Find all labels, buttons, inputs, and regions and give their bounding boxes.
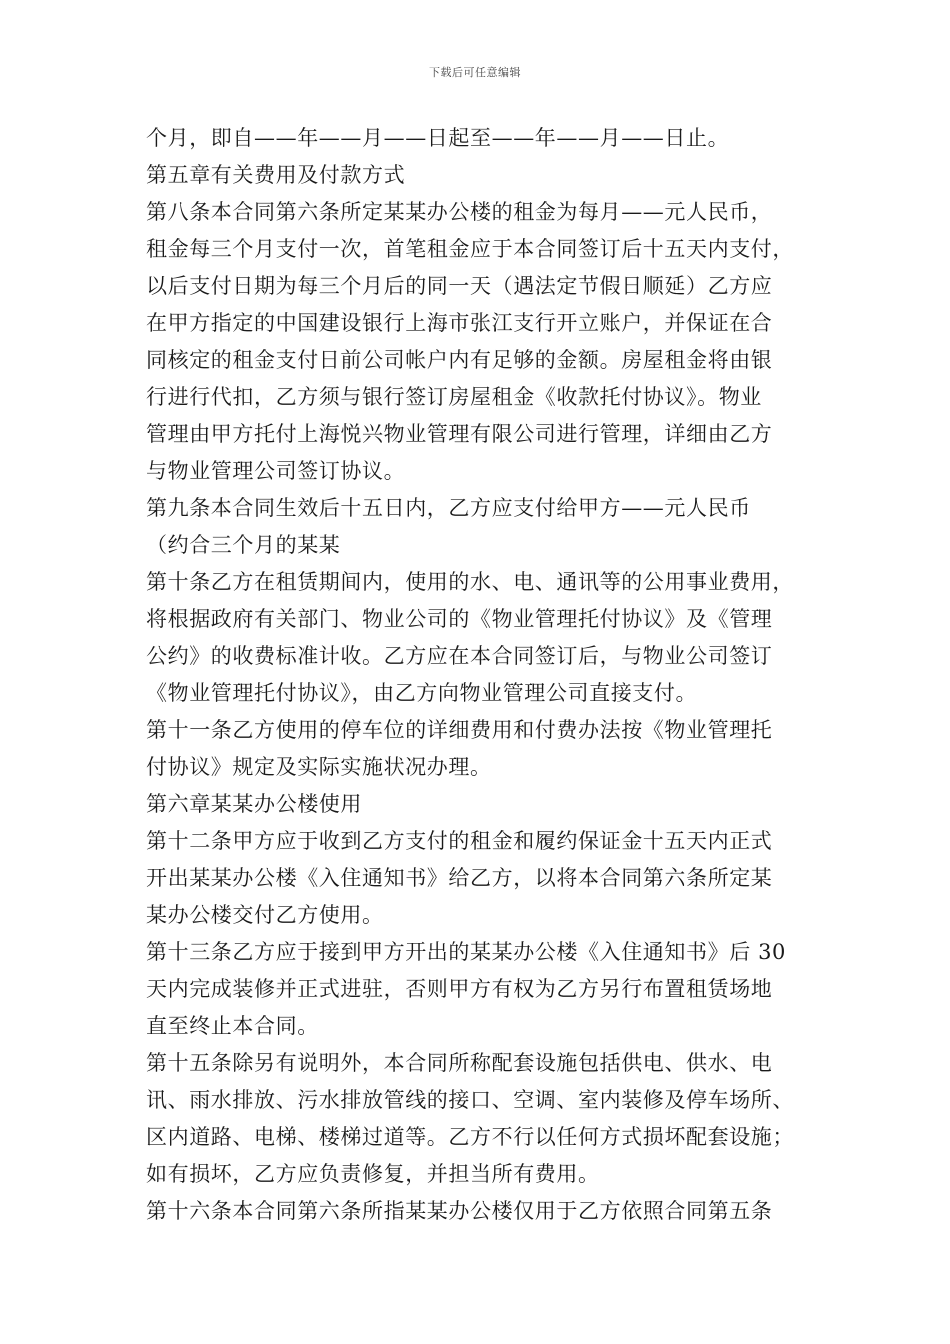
page-header: 下载后可任意编辑 <box>429 66 521 79</box>
text-line: 同核定的租金支付日前公司帐户内有足够的金额。房屋租金将由银 <box>146 348 773 372</box>
text-line: 某办公楼交付乙方使用。 <box>146 903 384 927</box>
text-line: 公约》的收费标准计收。乙方应在本合同签订后，与物业公司签订 <box>146 644 773 668</box>
text-line: 在甲方指定的中国建设银行上海市张江支行开立账户，并保证在合 <box>146 311 773 335</box>
text-line: 第十三条乙方应于接到甲方开出的某某办公楼《入住通知书》后 30 <box>146 940 786 964</box>
text-line: 将根据政府有关部门、物业公司的《物业管理托付协议》及《管理 <box>146 607 773 631</box>
text-line: 《物业管理托付协议》，由乙方向物业管理公司直接支付。 <box>146 681 698 705</box>
text-line: 第八条本合同第六条所定某某办公楼的租金为每月——元人民币， <box>146 200 773 224</box>
text-line: 如有损坏，乙方应负责修复，并担当所有费用。 <box>146 1162 600 1186</box>
section-heading: 第六章某某办公楼使用 <box>146 792 362 816</box>
text-line: 管理由甲方托付上海悦兴物业管理有限公司进行管理，详细由乙方 <box>146 422 773 446</box>
text-line: 第十五条除另有说明外，本合同所称配套设施包括供电、供水、电 <box>146 1051 773 1075</box>
text-line: 以后支付日期为每三个月后的同一天（遇法定节假日顺延）乙方应 <box>146 274 773 298</box>
text-line: 个月，即自——年——月——日起至——年——月——日止。 <box>146 126 730 150</box>
text-line: 行进行代扣，乙方须与银行签订房屋租金《收款托付协议》。物业 <box>146 385 762 409</box>
text-line: 与物业管理公司签订协议。 <box>146 459 406 483</box>
section-heading: 第五章有关费用及付款方式 <box>146 163 406 187</box>
text-line: （约合三个月的某某 <box>146 533 341 557</box>
text-line: 第十一条乙方使用的停车位的详细费用和付费办法按《物业管理托 <box>146 718 773 742</box>
text-line: 直至终止本合同。 <box>146 1014 319 1038</box>
text-line: 第十条乙方在租赁期间内，使用的水、电、通讯等的公用事业费用， <box>146 570 794 594</box>
document-body <box>146 120 806 1230</box>
text-line: 第九条本合同生效后十五日内，乙方应支付给甲方——元人民币 <box>146 496 751 520</box>
text-line: 第十二条甲方应于收到乙方支付的租金和履约保证金十五天内正式 <box>146 829 773 853</box>
text-line: 租金每三个月支付一次，首笔租金应于本合同签订后十五天内支付， <box>146 237 794 261</box>
text-line: 开出某某办公楼《入住通知书》给乙方，以将本合同第六条所定某 <box>146 866 773 890</box>
text-line: 第十六条本合同第六条所指某某办公楼仅用于乙方依照合同第五条 <box>146 1199 773 1223</box>
text-line: 讯、雨水排放、污水排放管线的接口、空调、室内装修及停车场所、 <box>146 1088 794 1112</box>
text-line: 付协议》规定及实际实施状况办理。 <box>146 755 492 779</box>
text-line: 区内道路、电梯、楼梯过道等。乙方不行以任何方式损坏配套设施； <box>146 1125 794 1149</box>
text-line: 天内完成装修并正式进驻，否则甲方有权为乙方另行布置租赁场地 <box>146 977 773 1001</box>
